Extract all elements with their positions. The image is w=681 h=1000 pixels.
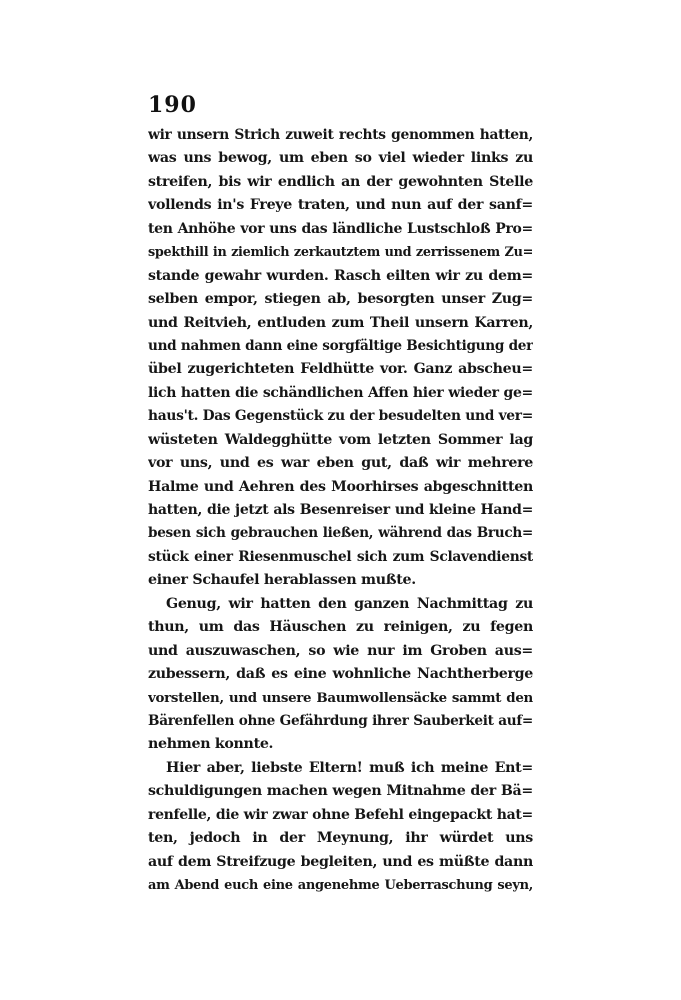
text-line: selben empor, stiegen ab, besorgten unser Zug= <box>148 291 533 308</box>
text-line: auf dem Streifzuge begleiten, und es müßte dann <box>148 853 533 870</box>
page-number: 190 <box>148 92 197 118</box>
text-line: hatten, die jetzt als Besenreiser und kleine Hand= <box>148 502 533 518</box>
text-line: was uns bewog, um eben so viel wieder links zu <box>148 150 533 167</box>
text-line: nehmen konnte. <box>148 736 274 753</box>
text-line: stande gewahr wurden. Rasch eilten wir zu dem= <box>148 267 533 284</box>
text-line: zubessern, daß es eine wohnliche Nachtherberge <box>148 666 533 683</box>
text-line: wir unsern Strich zuweit rechts genommen hatten, <box>148 127 533 143</box>
text-line: vollends in's Freye traten, und nun auf der sanf= <box>148 197 533 214</box>
text-line: übel zugerichteten Feldhütte vor. Ganz abscheu= <box>148 361 533 378</box>
text-line: Halme und Aehren des Moorhirses abgeschnitten <box>148 478 533 495</box>
text-line: einer Schaufel herablassen mußte. <box>148 572 416 589</box>
text-line: am Abend euch eine angenehme Ueberraschung seyn, <box>148 878 533 893</box>
text-line: Genug, wir hatten den ganzen Nachmittag zu <box>166 595 533 612</box>
text-line: ten Anhöhe vor uns das ländliche Lustschloß Pro= <box>148 220 533 237</box>
text-line: Hier aber, liebste Eltern! muß ich meine Ent= <box>166 759 533 776</box>
body-text <box>148 124 533 897</box>
text-line: lich hatten die schändlichen Affen hier wieder ge= <box>148 384 533 401</box>
text-line: und nahmen dann eine sorgfältige Besichtigung der <box>148 337 533 354</box>
text-line: stück einer Riesenmuschel sich zum Sclavendienst <box>148 548 533 565</box>
text-line: renfelle, die wir zwar ohne Befehl eingepackt hat= <box>148 806 533 823</box>
text-line: thun, um das Häuschen zu reinigen, zu fegen <box>148 619 533 636</box>
text-line: vor uns, und es war eben gut, daß wir mehrere <box>148 455 533 472</box>
text-line: besen sich gebrauchen ließen, während das Bruch= <box>148 525 533 542</box>
text-line: haus't. Das Gegenstück zu der besudelten und ver= <box>148 408 533 425</box>
text-line: spekthill in ziemlich zerkautztem und zerrissenem Zu= <box>148 245 533 261</box>
text-line: vorstellen, und unsere Baumwollensäcke sammt den <box>148 689 533 706</box>
text-line: Bärenfellen ohne Gefährdung ihrer Sauberkeit auf= <box>148 712 533 729</box>
text-line: ten, jedoch in der Meynung, ihr würdet uns <box>148 830 533 847</box>
text-line: und auszuwaschen, so wie nur im Groben aus= <box>148 642 533 659</box>
text-line: und Reitvieh, entluden zum Theil unsern Karren, <box>148 314 533 331</box>
text-line: schuldigungen machen wegen Mitnahme der Bä= <box>148 783 533 800</box>
text-line: wüsteten Waldegghütte vom letzten Sommer lag <box>148 431 533 448</box>
text-line: streifen, bis wir endlich an der gewohnten Stelle <box>148 173 533 190</box>
